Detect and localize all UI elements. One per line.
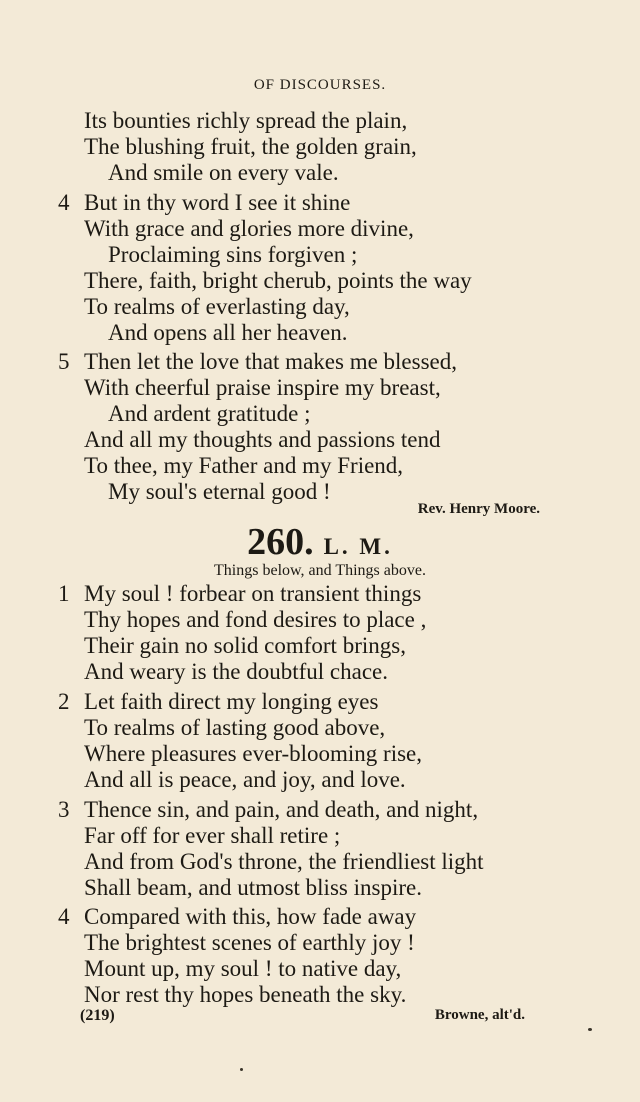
stanza-number: 4 [58,190,70,215]
verse-line: To realms of lasting good above, [84,715,386,740]
verse-line: And from God's throne, the friendliest light [84,849,484,874]
verse-line: And all is peace, and joy, and love. [84,767,406,792]
verse-line: Thy hopes and fond desires to place , [84,607,427,632]
verse-line: Their gain no solid comfort brings, [84,633,406,658]
verse-line: Mount up, my soul ! to native day, [84,956,402,981]
verse-line: The brightest scenes of earthly joy ! [84,930,415,955]
verse-line: With cheerful praise inspire my breast, [84,375,441,400]
verse-line: My soul ! forbear on transient things [84,581,422,606]
verse-line: And weary is the doubtful chace. [84,659,389,684]
hymn-title [0,520,640,564]
stanza-number: 4 [58,904,70,929]
verse-line: Thence sin, and pain, and death, and night, [84,797,479,822]
verse-line: To thee, my Father and my Friend, [84,453,404,478]
verse-line: Shall beam, and utmost bliss inspire. [84,875,422,900]
verse-line: There, faith, bright cherub, points the way [84,268,472,293]
verse-line: And all my thoughts and passions tend [84,427,441,452]
hymn-number: 260. [247,521,314,563]
page-number: (219) [80,1007,115,1024]
verse-line: But in thy word I see it shine [84,190,351,215]
verse-line: Proclaiming sins forgiven ; [108,242,358,267]
verse-line: Compared with this, how fade away [84,904,417,929]
verse-line: Let faith direct my longing eyes [84,689,379,714]
verse-line: Then let the love that makes me blessed, [84,349,457,374]
verse-line: The blushing fruit, the golden grain, [84,134,417,159]
verse-line: Its bounties richly spread the plain, [84,108,408,133]
ink-speck [240,1068,243,1071]
hymn-subtitle: Things below, and Things above. [214,562,426,579]
verse-line: And opens all her heaven. [108,320,348,345]
stanza-number: 3 [58,797,70,822]
author-attribution: Browne, alt'd. [434,1007,525,1023]
verse-line: And ardent gratitude ; [108,401,311,426]
verse-line: Nor rest thy hopes beneath the sky. [84,982,407,1007]
verse-line: To realms of everlasting day, [84,294,350,319]
stanza-number: 1 [58,581,70,606]
stanza-number: 5 [58,349,70,374]
verse-line: With grace and glories more divine, [84,216,414,241]
ink-speck [588,1028,592,1031]
verse-line: Far off for ever shall retire ; [84,823,341,848]
hymn-meter: L. M. [323,534,393,559]
verse-line: Where pleasures ever-blooming rise, [84,741,423,766]
stanza-number: 2 [58,689,70,714]
verse-line: And smile on every vale. [108,160,339,185]
verse-line: My soul's eternal good ! [108,479,331,504]
author-attribution: Rev. Henry Moore. [417,501,540,517]
running-head: OF DISCOURSES. [253,77,387,93]
